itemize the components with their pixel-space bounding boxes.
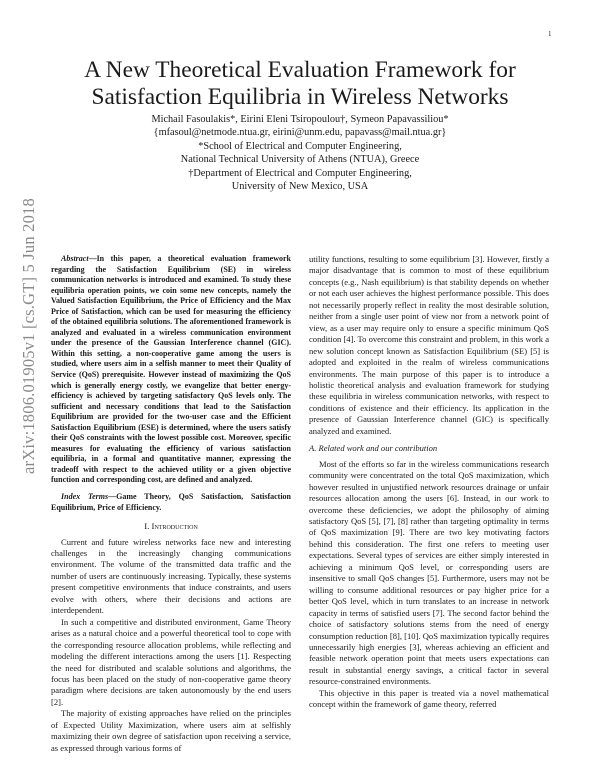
abstract <box>51 254 291 486</box>
index-terms <box>51 492 291 513</box>
index-terms-label: Index Terms <box>61 492 109 502</box>
affiliation-1a: *School of Electrical and Computer Engineering, <box>198 140 402 152</box>
intro-paragraph-3: The majority of existing approaches have relied on the principles of Expected Utility Maximization, where users aim at selfishly maximizing their own degree of satisfaction upon receiving a service, as expressed through various forms of <box>51 708 291 753</box>
author-names: Michail Fasoulakis*, Eirini Eleni Tsiropoulou†, Symeon Papavassiliou* <box>151 114 449 125</box>
author-emails[interactable]: {mfasoul@netmode.ntua.gr, eirini@unm.edu, papavass@mail.ntua.gr} <box>153 127 447 139</box>
title-line-2: Satisfaction Equilibria in Wireless Networks <box>91 84 509 110</box>
left-column <box>51 254 291 754</box>
right-column <box>309 254 549 711</box>
page-number: 1 <box>548 30 552 38</box>
right-paragraph-1: utility functions, resulting to some equilibrium [3]. However, firstly a major disadvantage that is common to most of these equilibrium concepts (e.g., Nash equilibrium) is that stability depends on whether or not each user achieves the highest performance possible. This does not necessarily properly reflect in reality the most desirable solution, neither from a single user point of view nor from a network point of view, as a user may require only to ensure a specific minimum QoS condition [4]. To overcome this constraint and problem, in this work a new solution concept known as Satisfaction Equilibrium (SE) [5] is adopted and exploited in the realm of wireless communications environments. The main purpose of this paper is to introduce a holistic theoretical analysis and evaluation framework for studying these equilibria in wireless communication networks, with respect to conditions of existence and their efficiency. Its application in the presence of Gaussian Interference channel (GIC) is specifically analyzed and examined. <box>309 254 549 436</box>
intro-paragraph-2: In such a competitive and distributed environment, Game Theory arises as a natural choice and a powerful theoretical tool to cope with the corresponding resource allocation problems, while reflecting and modeling the different interactions among the users [1]. Respecting the need for distributed and scalable solutions and algorithms, the focus has been placed on the study of non-cooperative game theory paradigm where decisions are taken autonomously by the end users [2]. <box>51 616 291 707</box>
abstract-label: Abstract <box>61 254 89 263</box>
affiliation-2b: University of New Mexico, USA <box>231 181 369 193</box>
paper-title <box>60 57 540 111</box>
title-line-1: A New Theoretical Evaluation Framework for <box>84 57 516 83</box>
section-heading-introduction: I. Introduction <box>144 521 198 532</box>
abstract-text: —In this paper, a theoretical evaluation framework regarding the Satisfaction Equilibrium (SE) in wireless communication networks is introduced and examined. To study these equilibria operation points, we coin some new concepts, namely the Valued Satisfaction Equilibrium, the Price of Efficiency and the Max Price of Satisfaction, which can be used for measuring the efficiency of the obtained equilibria solutions. The aforementioned framework is analyzed and evaluated in a wireless communication environment under the presence of the Gaussian Interference channel (GIC). Within this setting, a non-cooperative game among the users is studied, where users aim in a selfish manner to meet their Quality of Service (QoS) prerequisite. However instead of maximizing the QoS which is generally energy costly, we evangelize that better energy-efficiency is achieved by targeting satisfactory QoS levels only. The sufficient and necessary conditions that lead to the Satisfaction Equilibrium are provided for the two-user case and the Efficient Satisfaction Equilibrium (ESE) is determined, where the users satisfy their QoS constraints with the lowest possible cost. Moreover, specific measures for evaluating the efficiency of various satisfaction equilibria, in a formal and quantitative manner, expressing the tradeoff with respect to the achieved utility or a given objective function and corresponding cost, are defined and analyzed. <box>51 254 291 485</box>
arxiv-identifier[interactable]: arXiv:1806.01905v1 [cs.GT] 5 Jun 2018 <box>19 198 38 474</box>
affiliation-1b: National Technical University of Athens (NTUA), Greece <box>180 154 420 166</box>
index-terms-text: —Game Theory, QoS Satisfaction, Satisfaction Equilibrium, Price of Efficiency. <box>51 492 292 512</box>
right-paragraph-3: This objective in this paper is treated via a novel mathematical concept within the framework of game theory, referred <box>309 687 549 710</box>
author-block <box>60 113 540 193</box>
affiliation-2a: †Department of Electrical and Computer Engineering, <box>188 167 412 179</box>
right-paragraph-2: Most of the efforts so far in the wireless communications research community were concentrated on the total QoS maximization, which however resulted in unjustified network resources drainage or unfair resources allocation among the users [6]. Instead, in our work to overcome these deficiencies, we adopt the philosophy of aiming satisfactory QoS [5], [7], [8] rather than targeting optimality in terms of QoS maximization [9]. There are two key motivating factors behind this consideration. The first one refers to meeting user expectations. Several types of services are either simply interested in achieving a minimum QoS level, or corresponding users are insensitive to small QoS changes [5]. Furthermore, users may not be willing to consume additional resources or pay higher price for a better QoS level, which in turn translates to an increase in network capacity in terms of satisfied users [7]. The second factor behind the choice of satisfactory solutions stems from the need of energy consumption reduction [8], [10]. QoS maximization typically requires unnecessarily high energies [3], whereas achieving an efficient and feasible network operation point that meets users expectations can result in substantial energy savings, a critical factor in several resource-constrained environments. <box>309 458 549 687</box>
subsection-heading-related-work: A. Related work and our contribution <box>309 443 438 454</box>
intro-paragraph-1: Current and future wireless networks face new and interesting challenges in the increasingly changing communications environment. The volume of the transmitted data traffic and the number of users are continuously increasing. Typically, these systems present competitive environments that induce constraints, and users evolve with others, where their decisions and actions are interdependent. <box>51 536 291 616</box>
